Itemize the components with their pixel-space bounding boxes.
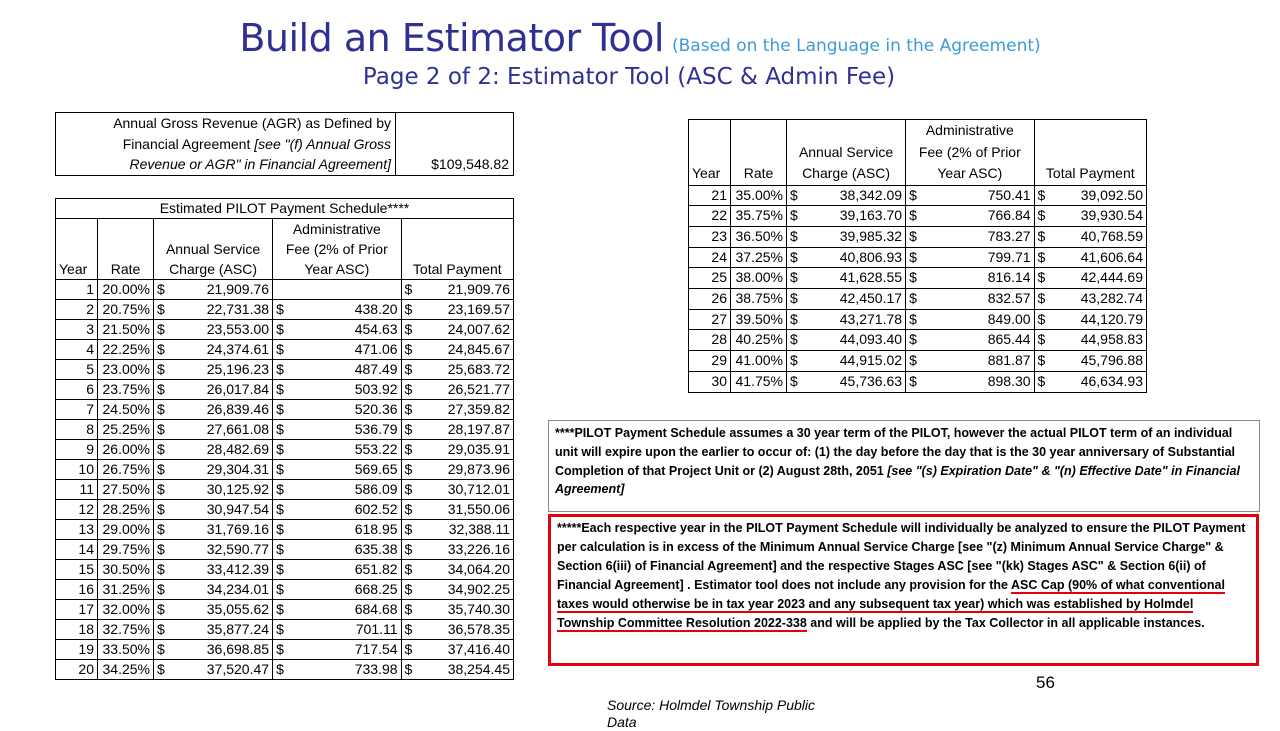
cell-currency: $ [273,640,291,660]
cell-currency: $ [154,320,172,340]
cell-year: 19 [56,640,98,660]
cell-currency: $ [273,300,291,320]
cell-year: 1 [56,280,98,300]
cell-rate: 26.00% [98,440,154,460]
cell-total: 35,740.30 [419,600,513,620]
cell-fee: 651.82 [291,560,401,580]
cell-fee: 454.63 [291,320,401,340]
cell-year: 26 [689,289,731,310]
cell-rate: 23.75% [98,380,154,400]
cell-fee: 569.65 [291,460,401,480]
cell-year: 20 [56,660,98,680]
cell-year: 12 [56,500,98,520]
cell-currency: $ [273,340,291,360]
cell-year: 10 [56,460,98,480]
cell-asc: 36,698.85 [172,640,273,660]
cell-fee: 717.54 [291,640,401,660]
cell-asc: 44,915.02 [805,351,906,372]
cell-year: 7 [56,400,98,420]
cell-currency: $ [787,247,805,268]
cell-currency: $ [273,560,291,580]
cell-currency: $ [154,380,172,400]
table-row [689,309,1147,330]
table-row [56,580,514,600]
cell-currency: $ [401,660,419,680]
cell-currency: $ [906,330,924,351]
header-rate: Rate [98,219,154,280]
cell-rate: 23.00% [98,360,154,380]
table-row [56,400,514,420]
cell-asc: 22,731.38 [172,300,273,320]
cell-total: 44,958.83 [1052,330,1146,351]
cell-currency: $ [1034,226,1052,247]
cell-year: 18 [56,620,98,640]
cell-currency: $ [1034,185,1052,206]
cell-rate: 38.00% [731,268,787,289]
cell-currency: $ [1034,371,1052,392]
cell-year: 17 [56,600,98,620]
cell-fee: 865.44 [924,330,1034,351]
cell-asc: 37,520.47 [172,660,273,680]
cell-fee: 733.98 [291,660,401,680]
cell-asc: 28,482.69 [172,440,273,460]
cell-year: 6 [56,380,98,400]
cell-rate: 35.75% [731,206,787,227]
cell-fee: 536.79 [291,420,401,440]
cell-rate: 27.50% [98,480,154,500]
cell-total: 21,909.76 [419,280,513,300]
cell-total: 38,254.45 [419,660,513,680]
cell-fee: 602.52 [291,500,401,520]
cell-asc: 21,909.76 [172,280,273,300]
cell-year: 3 [56,320,98,340]
table-row [689,371,1147,392]
pilot-term-note: ****PILOT Payment Schedule assumes a 30 year term of the PILOT, however the actual PILOT term of an individual unit will expire upon the earlier to occur of: (1) the day before the day that is the 30 year anniversary of Substantial Completion of that Project Unit or (2) August 28th, 2051 [see "(s) Expiration Date" & "(n) Effective Date" in Financial Agreement] [548,420,1260,512]
cell-rate: 30.50% [98,560,154,580]
cell-currency: $ [906,247,924,268]
cell-currency: $ [401,520,419,540]
cell-currency: $ [1034,247,1052,268]
cell-currency: $ [273,400,291,420]
cell-asc: 26,017.84 [172,380,273,400]
cell-currency: $ [273,540,291,560]
cell-currency: $ [154,280,172,300]
cell-fee: 881.87 [924,351,1034,372]
cell-currency: $ [787,351,805,372]
cell-currency: $ [787,206,805,227]
table-row [56,360,514,380]
cell-currency: $ [154,540,172,560]
cell-fee: 438.20 [291,300,401,320]
cell-currency: $ [401,580,419,600]
cell-currency: $ [787,226,805,247]
cell-currency: $ [154,340,172,360]
cell-currency: $ [1034,309,1052,330]
cell-total: 29,035.91 [419,440,513,460]
table-row [56,480,514,500]
cell-total: 29,873.96 [419,460,513,480]
table-row [689,351,1147,372]
cell-fee: 766.84 [924,206,1034,227]
cell-currency: $ [273,500,291,520]
cell-currency: $ [401,440,419,460]
table-row [56,380,514,400]
cell-fee: 783.27 [924,226,1034,247]
cell-fee: 635.38 [291,540,401,560]
cell-rate: 40.25% [731,330,787,351]
cell-currency: $ [787,268,805,289]
cell-year: 21 [689,185,731,206]
table-row [689,206,1147,227]
cell-asc: 25,196.23 [172,360,273,380]
cell-currency: $ [154,640,172,660]
table-row [56,600,514,620]
cell-asc: 29,304.31 [172,460,273,480]
cell-rate: 41.75% [731,371,787,392]
header-total: Total Payment [1034,120,1146,186]
cell-asc: 32,590.77 [172,540,273,560]
cell-year: 11 [56,480,98,500]
cell-rate: 25.25% [98,420,154,440]
table-row [56,660,514,680]
cell-year: 25 [689,268,731,289]
cell-currency: $ [154,620,172,640]
cell-currency: $ [401,640,419,660]
cell-currency: $ [154,440,172,460]
pilot-schedule-table-1 [55,198,514,680]
schedule-body-2 [689,185,1147,392]
cell-rate: 35.00% [731,185,787,206]
cell-rate: 32.75% [98,620,154,640]
cell-rate: 22.25% [98,340,154,360]
table-row [56,320,514,340]
agr-value: $109,548.82 [396,113,514,176]
cell-currency: $ [401,420,419,440]
cell-total: 42,444.69 [1052,268,1146,289]
cell-total: 36,578.35 [419,620,513,640]
cell-currency: $ [787,185,805,206]
cell-currency: $ [154,460,172,480]
cell-total: 23,169.57 [419,300,513,320]
cell-currency: $ [906,351,924,372]
cell-rate: 33.50% [98,640,154,660]
table-row [56,420,514,440]
cell-rate: 39.50% [731,309,787,330]
cell-total: 24,845.67 [419,340,513,360]
cell-rate: 36.50% [731,226,787,247]
slide-subtitle: Page 2 of 2: Estimator Tool (ASC & Admin Fee) [362,64,896,90]
cell-fee: 849.00 [924,309,1034,330]
table-row [689,289,1147,310]
table-row [56,280,514,300]
cell-currency: $ [401,320,419,340]
schedule-caption: Estimated PILOT Payment Schedule**** [56,199,514,219]
cell-rate: 41.00% [731,351,787,372]
cell-asc: 35,055.62 [172,600,273,620]
cell-total: 43,282.74 [1052,289,1146,310]
cell-asc: 43,271.78 [805,309,906,330]
cell-currency: $ [154,560,172,580]
cell-year: 23 [689,226,731,247]
cell-fee: 487.49 [291,360,401,380]
cell-currency: $ [401,480,419,500]
cell-total: 37,416.40 [419,640,513,660]
cell-currency: $ [154,600,172,620]
cell-currency: $ [154,360,172,380]
table-row [56,620,514,640]
header-admin-fee: Administrative Fee (2% of Prior Year ASC) [273,219,401,280]
cell-currency: $ [273,440,291,460]
cell-total: 34,902.25 [419,580,513,600]
pilot-schedule-table-2 [688,119,1147,393]
cell-asc: 41,628.55 [805,268,906,289]
cell-year: 15 [56,560,98,580]
cell-currency: $ [401,300,419,320]
cell-currency: $ [154,300,172,320]
cell-total: 41,606.64 [1052,247,1146,268]
cell-fee: 832.57 [924,289,1034,310]
cell-year: 28 [689,330,731,351]
cell-currency: $ [787,309,805,330]
cell-asc: 31,769.16 [172,520,273,540]
cell-asc: 38,342.09 [805,185,906,206]
agr-label: Annual Gross Revenue (AGR) as Defined by Financial Agreement [see "(f) Annual Gross Revenue or AGR" in Financial Agreement] [56,113,396,176]
header-admin-fee: Administrative Fee (2% of Prior Year ASC) [906,120,1034,186]
cell-currency: $ [787,289,805,310]
asc-cap-underlined: ASC Cap (90% of what conventional taxes would otherwise be in tax year 2023 and any subsequent tax year) which was established by Holmdel Township Committee Resolution 2022-338 [557,577,1225,630]
cell-fee: 618.95 [291,520,401,540]
slide-title [0,16,1280,60]
cell-fee: 898.30 [924,371,1034,392]
cell-currency: $ [273,460,291,480]
cell-asc: 35,877.24 [172,620,273,640]
cell-fee: 816.14 [924,268,1034,289]
cell-currency: $ [401,620,419,640]
cell-currency: $ [401,380,419,400]
cell-rate: 26.75% [98,460,154,480]
cell-rate: 32.00% [98,600,154,620]
table-row [56,640,514,660]
cell-total: 25,683.72 [419,360,513,380]
cell-year: 5 [56,360,98,380]
cell-currency: $ [401,560,419,580]
cell-total: 24,007.62 [419,320,513,340]
table-row [56,340,514,360]
cell-asc: 30,125.92 [172,480,273,500]
header-year: Year [56,219,98,280]
cell-year: 9 [56,440,98,460]
cell-rate: 20.75% [98,300,154,320]
cell-rate: 28.25% [98,500,154,520]
cell-total: 44,120.79 [1052,309,1146,330]
table-row [56,500,514,520]
cell-currency: $ [1034,206,1052,227]
header-year: Year [689,120,731,186]
cell-year: 29 [689,351,731,372]
cell-asc: 40,806.93 [805,247,906,268]
cell-total: 30,712.01 [419,480,513,500]
cell-currency: $ [906,226,924,247]
schedule-header-row-2 [689,120,1147,186]
cell-fee [291,280,401,300]
cell-currency: $ [154,400,172,420]
header-asc: Annual Service Charge (ASC) [787,120,906,186]
title-sub: (Based on the Language in the Agreement) [672,36,1041,56]
cell-fee: 553.22 [291,440,401,460]
agr-table [55,112,514,176]
cell-asc: 45,736.63 [805,371,906,392]
cell-rate: 29.00% [98,520,154,540]
cell-rate: 24.50% [98,400,154,420]
cell-year: 24 [689,247,731,268]
cell-total: 32,388.11 [419,520,513,540]
cell-asc: 23,553.00 [172,320,273,340]
cell-year: 14 [56,540,98,560]
cell-currency: $ [401,500,419,520]
cell-currency: $ [1034,268,1052,289]
cell-currency: $ [401,600,419,620]
cell-fee: 503.92 [291,380,401,400]
cell-fee: 471.06 [291,340,401,360]
cell-currency: $ [273,480,291,500]
table-row [56,460,514,480]
table-row [689,268,1147,289]
header-rate: Rate [731,120,787,186]
cell-rate: 38.75% [731,289,787,310]
schedule-body-1 [56,280,514,680]
cell-asc: 24,374.61 [172,340,273,360]
cell-rate: 37.25% [731,247,787,268]
cell-currency: $ [1034,351,1052,372]
cell-asc: 39,985.32 [805,226,906,247]
cell-total: 39,092.50 [1052,185,1146,206]
asc-cap-note: *****Each respective year in the PILOT Payment Schedule will individually be analyzed to ensure the PILOT Payment per calculation is in excess of the Minimum Annual Service Charge [see "(z) Minimum Annual Service Charge" & Section 6(iii) of Financial Agreement] and the respective Stages ASC [see "(kk) Stages ASC" & Section 6(ii) of Financial Agreement] . Estimator tool does not include any provision for the ASC Cap (90% of what conventional taxes would otherwise be in tax year 2023 and any subsequent tax year) which was established by Holmdel Township Committee Resolution 2022-338 and will be applied by the Tax Collector in all applicable instances. [548,514,1259,666]
cell-fee: 750.41 [924,185,1034,206]
table-row [689,330,1147,351]
table-row [56,540,514,560]
cell-asc: 42,450.17 [805,289,906,310]
cell-currency: $ [273,580,291,600]
cell-total: 40,768.59 [1052,226,1146,247]
cell-asc: 34,234.01 [172,580,273,600]
cell-currency: $ [154,480,172,500]
cell-currency: $ [154,520,172,540]
cell-asc: 26,839.46 [172,400,273,420]
cell-currency: $ [787,330,805,351]
cell-year: 16 [56,580,98,600]
cell-rate: 34.25% [98,660,154,680]
cell-currency: $ [906,206,924,227]
table-row [56,440,514,460]
cell-currency: $ [273,660,291,680]
cell-year: 2 [56,300,98,320]
table-row [56,520,514,540]
cell-currency: $ [273,520,291,540]
table-row [689,226,1147,247]
title-main: Build an Estimator Tool [239,16,664,60]
cell-currency: $ [273,360,291,380]
cell-rate: 21.50% [98,320,154,340]
cell-fee: 520.36 [291,400,401,420]
cell-currency: $ [401,540,419,560]
cell-rate: 31.25% [98,580,154,600]
cell-total: 27,359.82 [419,400,513,420]
cell-total: 39,930.54 [1052,206,1146,227]
cell-total: 45,796.88 [1052,351,1146,372]
cell-fee: 701.11 [291,620,401,640]
cell-currency: $ [1034,289,1052,310]
cell-currency: $ [273,380,291,400]
cell-currency: $ [401,340,419,360]
cell-currency: $ [401,400,419,420]
cell-currency: $ [906,268,924,289]
schedule-header-row [56,219,514,280]
cell-currency: $ [401,460,419,480]
cell-currency [273,280,291,300]
cell-currency: $ [906,309,924,330]
cell-currency: $ [273,620,291,640]
cell-currency: $ [273,600,291,620]
cell-rate: 20.00% [98,280,154,300]
cell-total: 28,197.87 [419,420,513,440]
cell-year: 22 [689,206,731,227]
cell-fee: 668.25 [291,580,401,600]
cell-currency: $ [787,371,805,392]
cell-year: 13 [56,520,98,540]
cell-asc: 39,163.70 [805,206,906,227]
cell-currency: $ [154,420,172,440]
table-row [689,247,1147,268]
cell-currency: $ [154,580,172,600]
cell-fee: 586.09 [291,480,401,500]
cell-currency: $ [906,371,924,392]
cell-year: 27 [689,309,731,330]
cell-total: 46,634.93 [1052,371,1146,392]
table-row [56,300,514,320]
cell-currency: $ [273,420,291,440]
cell-fee: 684.68 [291,600,401,620]
cell-asc: 33,412.39 [172,560,273,580]
cell-currency: $ [273,320,291,340]
table-row [689,185,1147,206]
cell-total: 31,550.06 [419,500,513,520]
cell-currency: $ [401,360,419,380]
cell-year: 8 [56,420,98,440]
cell-currency: $ [906,289,924,310]
cell-year: 30 [689,371,731,392]
cell-currency: $ [154,660,172,680]
header-total: Total Payment [401,219,513,280]
cell-rate: 29.75% [98,540,154,560]
cell-total: 33,226.16 [419,540,513,560]
cell-asc: 44,093.40 [805,330,906,351]
page-number: 56 [1036,673,1055,692]
cell-asc: 30,947.54 [172,500,273,520]
cell-total: 26,521.77 [419,380,513,400]
table-row [56,560,514,580]
cell-year: 4 [56,340,98,360]
cell-asc: 27,661.08 [172,420,273,440]
cell-total: 34,064.20 [419,560,513,580]
cell-currency: $ [906,185,924,206]
cell-currency: $ [401,280,419,300]
header-asc: Annual Service Charge (ASC) [154,219,273,280]
cell-currency: $ [154,500,172,520]
cell-currency: $ [1034,330,1052,351]
source-note: Source: Holmdel Township Public Data [607,697,816,730]
cell-fee: 799.71 [924,247,1034,268]
